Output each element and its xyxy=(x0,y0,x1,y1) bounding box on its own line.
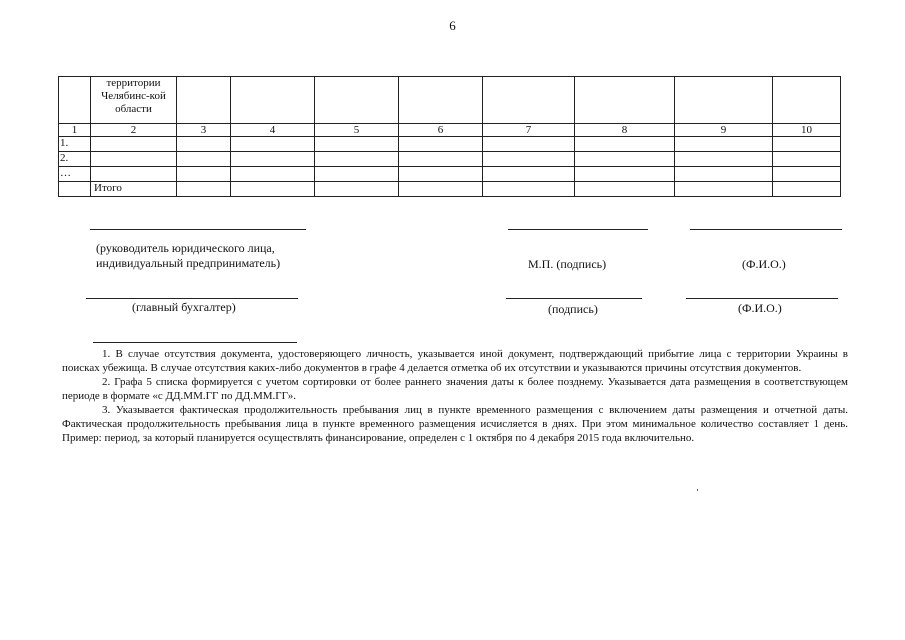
row-number: 2. xyxy=(59,152,91,167)
column-number: 3 xyxy=(177,124,231,137)
head-stamp-signature-line xyxy=(508,229,648,230)
data-table xyxy=(58,76,841,197)
footnote-3: 3. Указывается фактическая продолжительность пребывания лиц в пункте временного размещения с включением даты размещения и отчетной даты. Фактическая продолжительность пребывания лица в пункте временного размещения исчисляется в днях. При этом минимальное количество составляет 1 день. Пример: период, за который планируется осуществлять финансирование, определен с 1 октября по 4 декабря 2015 года включительно. xyxy=(62,404,848,444)
head-name-line xyxy=(690,229,842,230)
column-number: 4 xyxy=(231,124,315,137)
header-cell xyxy=(575,77,675,124)
head-signature-line xyxy=(90,229,306,230)
head-label: (руководитель юридического лица, индивидуальный предприниматель) xyxy=(96,241,281,270)
row-number xyxy=(59,182,91,197)
head-stamp-sign-caption: М.П. (подпись) xyxy=(528,257,607,271)
column-number: 1 xyxy=(59,124,91,137)
accountant-sign-line xyxy=(506,298,642,299)
table-row-total xyxy=(59,182,841,197)
header-cell xyxy=(59,77,91,124)
row-label xyxy=(91,152,177,167)
accountant-name-line xyxy=(686,298,838,299)
table-row xyxy=(59,152,841,167)
table-row xyxy=(59,137,841,152)
header-cell xyxy=(675,77,773,124)
row-label xyxy=(91,137,177,152)
row-number: … xyxy=(59,167,91,182)
page-number: 6 xyxy=(449,18,456,33)
header-cell xyxy=(773,77,841,124)
footnote-2: 2. Графа 5 списка формируется с учетом сортировки от более раннего значения даты к более позднему. Указывается дата размещения в соответствующем периоде в формате «с ДД.ММ.ГГ по ДД.ММ.ГГ». xyxy=(62,376,848,402)
header-cell xyxy=(399,77,483,124)
table-header-row xyxy=(59,77,841,124)
row-label-total: Итого xyxy=(91,182,177,197)
footnote-1: 1. В случае отсутствия документа, удостоверяющего личность, указывается иной документ, подтверждающий прибытие лица с территории Украины в поисках убежища. В случае отсутствия каких-либо документов в графе 4 делается отметка об их отсутствии и указываются причины отсутствия документов. xyxy=(62,348,848,374)
column-number: 8 xyxy=(575,124,675,137)
header-cell xyxy=(315,77,399,124)
header-cell-territory: территории Челябинс-кой области xyxy=(91,77,177,124)
table-row xyxy=(59,167,841,182)
column-number: 5 xyxy=(315,124,399,137)
header-cell xyxy=(483,77,575,124)
accountant-name-caption: (Ф.И.О.) xyxy=(738,301,782,315)
accountant-sign-caption: (подпись) xyxy=(548,302,598,316)
head-name-caption: (Ф.И.О.) xyxy=(742,257,786,271)
column-number: 7 xyxy=(483,124,575,137)
column-number: 10 xyxy=(773,124,841,137)
footnote-separator xyxy=(93,342,297,343)
row-label xyxy=(91,167,177,182)
accountant-label: (главный бухгалтер) xyxy=(132,300,236,314)
column-number: 2 xyxy=(91,124,177,137)
column-number: 9 xyxy=(675,124,773,137)
header-cell xyxy=(231,77,315,124)
column-number-row xyxy=(59,124,841,137)
header-cell xyxy=(177,77,231,124)
footnotes xyxy=(62,347,848,445)
row-number: 1. xyxy=(59,137,91,152)
column-number: 6 xyxy=(399,124,483,137)
stray-mark xyxy=(697,489,698,491)
accountant-signature-line xyxy=(86,298,298,299)
